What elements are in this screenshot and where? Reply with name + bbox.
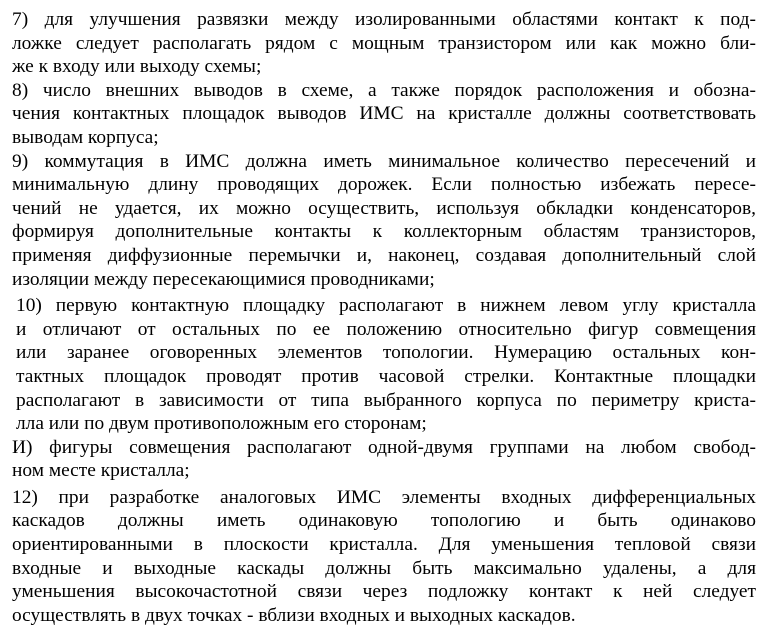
text-line: тактных площадок проводят против часовой стрелки. Контактные площадки (16, 365, 756, 387)
text-line: 12) при разработке аналоговых ИМС элементы входных дифференциальных (12, 486, 756, 508)
text-line: И) фигуры совмещения располагают одной-двумя группами на любом свобод- (12, 436, 756, 458)
list-item-7 (12, 8, 756, 79)
text-line: 8) число внешних выводов в схеме, а также порядок расположения и обозна- (12, 79, 756, 101)
text-line: и отличают от остальных по ее положению относительно фигур совмещения (16, 318, 756, 340)
text-line: ложке следует располагать рядом с мощным транзистором или как можно бли- (12, 32, 756, 54)
text-line: минимальную длину проводящих дорожек. Если полностью избежать пересе- (12, 174, 756, 196)
list-item-9 (12, 150, 756, 292)
text-line: каскадов должны иметь одинаковую топологию и быть одинаково (12, 510, 756, 532)
list-item-12 (12, 486, 756, 628)
text-line: 10) первую контактную площадку располагают в нижнем левом углу кристалла (16, 295, 756, 317)
list-item-11 (12, 436, 756, 483)
text-line: изоляции между пересекающимися проводниками; (12, 268, 435, 290)
text-line: уменьшения высокочастотной связи через подложку контакт к ней следует (12, 581, 756, 603)
text-line: 7) для улучшения развязки между изолированными областями контакт к под- (12, 9, 756, 30)
text-line: чений не удается, их можно осуществить, используя обкладки конденсаторов, (12, 197, 756, 219)
text-line: чения контактных площадок выводов ИМС на кристалле должны соответствовать (12, 103, 756, 125)
text-line: входные и выходные каскады должны быть максимально удалены, а для (12, 557, 756, 579)
text-line: лла или по двум противоположным его сторонам; (16, 413, 427, 435)
text-line: ориентированными в плоскости кристалла. Для уменьшения тепловой связи (12, 534, 756, 556)
text-line: применяя диффузионные перемычки и, наконец, создавая дополнительный слой (12, 244, 756, 266)
text-line: или заранее оговоренных элементов топологии. Нумерацию остальных кон- (16, 342, 756, 364)
text-line: 9) коммутация в ИМС должна иметь минимальное количество пересечений и (12, 150, 756, 172)
list-item-8 (12, 79, 756, 150)
text-line: ном месте кристалла; (12, 460, 190, 482)
text-line: располагают в зависимости от типа выбранного корпуса по периметру криста- (16, 389, 756, 411)
text-line: же к входу или выходу схемы; (12, 56, 262, 78)
text-line: осуществлять в двух точках - вблизи входных и выходных каскадов. (12, 604, 576, 626)
list-item-10 (12, 294, 756, 436)
text-line: формируя дополнительные контакты к коллекторным областям транзисторов, (12, 221, 756, 243)
text-line: выводам корпуса; (12, 126, 159, 148)
